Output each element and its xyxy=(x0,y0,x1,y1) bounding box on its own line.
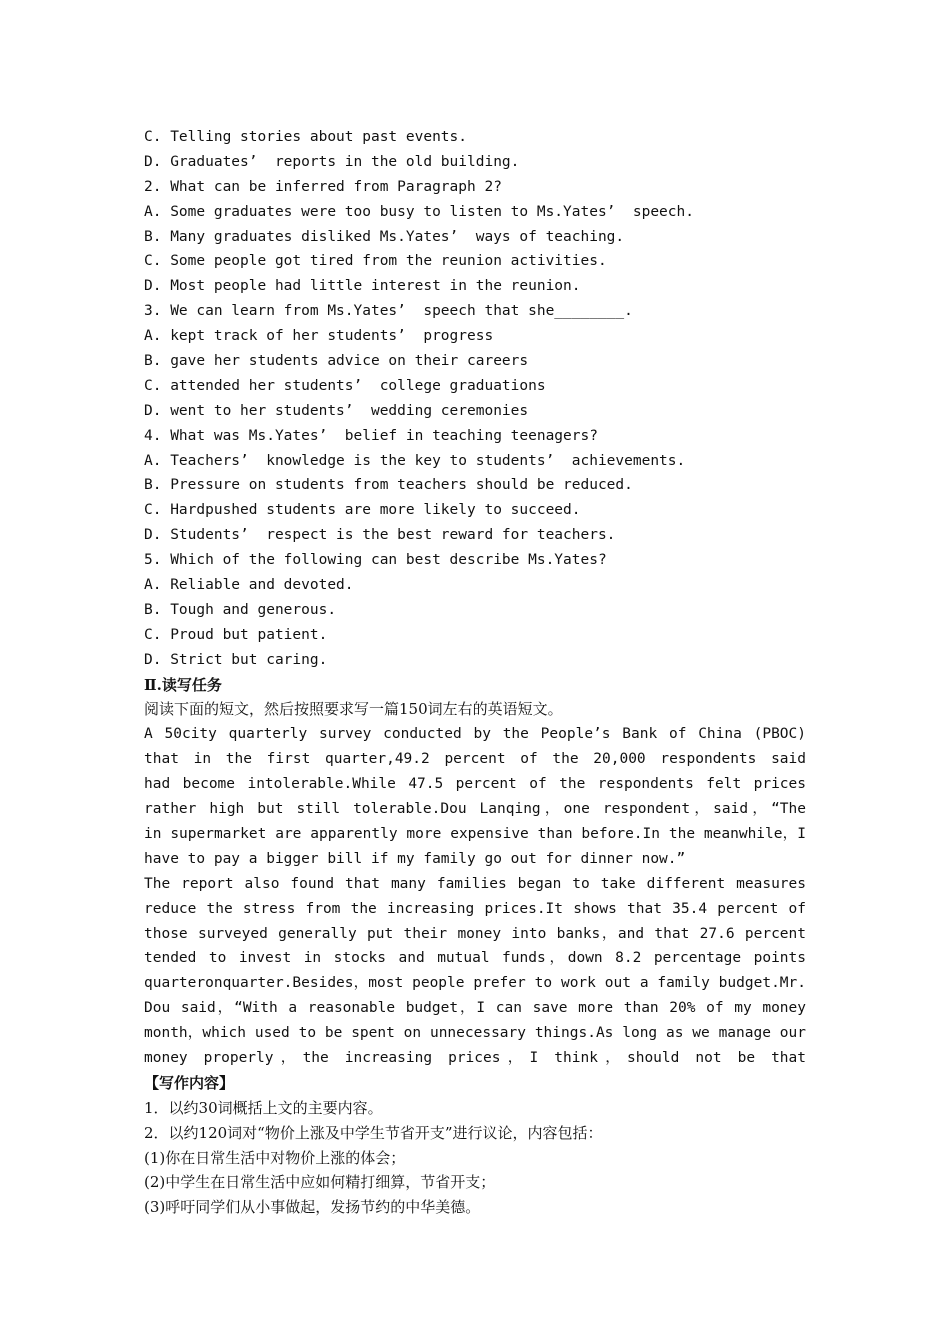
question-line: D. Graduates’ reports in the old building. xyxy=(144,153,520,170)
passage-line: tended to invest in stocks and mutual funds，down 8.2 percentage points xyxy=(144,950,806,967)
question-line: B. Tough and generous. xyxy=(144,601,337,618)
question-line: C. Proud but patient. xyxy=(144,626,328,643)
writing-item: 2．以约120词对“物价上涨及中学生节省开支”进行议论，内容包括： xyxy=(144,1123,603,1142)
passage-line: The report also found that many families began to take different measures xyxy=(144,875,806,892)
writing-title: 【写作内容】 xyxy=(144,1073,235,1092)
passage-line: in supermarket are apparently more expensive than before.In the meanwhile，I xyxy=(144,825,806,842)
instruction-text: 阅读下面的短文，然后按照要求写一篇150词左右的英语短文。 xyxy=(144,700,563,719)
question-line: C. attended her students’ college graduations xyxy=(144,377,546,394)
question-line: A. Teachers’ knowledge is the key to students’ achievements. xyxy=(144,452,686,469)
writing-requirements xyxy=(144,1096,806,1220)
question-line: 3. We can learn from Ms.Yates’ speech that she________. xyxy=(144,303,633,320)
question-line: D. went to her students’ wedding ceremonies xyxy=(144,402,529,419)
question-line: B. gave her students advice on their careers xyxy=(144,353,529,370)
question-line: C. Hardpushed students are more likely to succeed. xyxy=(144,502,581,519)
passage-line: Dou said，“With a reasonable budget，I can save more than 20% of my money xyxy=(144,1000,806,1017)
passage-line: quarteronquarter.Besides，most people prefer to work out a family budget.Mr. xyxy=(144,975,806,992)
document-content xyxy=(144,125,806,1220)
question-line: A. Some graduates were too busy to listen to Ms.Yates’ speech. xyxy=(144,203,694,220)
section-title: Ⅱ.读写任务 xyxy=(144,675,222,694)
question-line: 2. What can be inferred from Paragraph 2? xyxy=(144,178,502,195)
question-line: A. kept track of her students’ progress xyxy=(144,328,494,345)
question-line: C. Some people got tired from the reunion activities. xyxy=(144,253,607,270)
passage-line: reduce the stress from the increasing prices.It shows that 35.4 percent of xyxy=(144,900,806,917)
writing-item: (1)你在日常生活中对物价上涨的体会； xyxy=(144,1148,406,1167)
question-line: D. Strict but caring. xyxy=(144,651,328,668)
writing-item: (3)呼吁同学们从小事做起，发扬节约的中华美德。 xyxy=(144,1198,481,1217)
passage-line: rather high but still tolerable.Dou Lanqing，one respondent，said，“The xyxy=(144,801,806,818)
passage-line: have to pay a bigger bill if my family go out for dinner now.” xyxy=(144,850,686,867)
question-line: 4. What was Ms.Yates’ belief in teaching teenagers? xyxy=(144,427,598,444)
passage-paragraph-1 xyxy=(144,722,806,871)
question-line: A. Reliable and devoted. xyxy=(144,577,354,594)
question-list xyxy=(144,125,806,673)
question-line: B. Pressure on students from teachers should be reduced. xyxy=(144,477,633,494)
question-line: D. Students’ respect is the best reward for teachers. xyxy=(144,527,616,544)
passage-paragraph-2 xyxy=(144,872,806,1071)
question-line: C. Telling stories about past events. xyxy=(144,129,468,145)
passage-line: A 50city quarterly survey conducted by the People’s Bank of China (PBOC) xyxy=(144,726,806,743)
writing-item: 1．以约30词概括上文的主要内容。 xyxy=(144,1098,383,1117)
passage-line: had become intolerable.While 47.5 percent of the respondents felt prices xyxy=(144,776,806,793)
question-line: 5. Which of the following can best describe Ms.Yates? xyxy=(144,552,607,569)
passage-line: those surveyed generally put their money into banks，and that 27.6 percent xyxy=(144,925,806,942)
passage-line: month，which used to be spent on unnecessary things.As long as we manage our xyxy=(144,1025,806,1042)
question-line: B. Many graduates disliked Ms.Yates’ ways of teaching. xyxy=(144,228,625,245)
writing-item: (2)中学生在日常生活中应如何精打细算，节省开支； xyxy=(144,1173,496,1192)
question-line: D. Most people had little interest in the reunion. xyxy=(144,278,581,295)
passage-line: that in the first quarter,49.2 percent of the 20,000 respondents said xyxy=(144,751,806,768)
passage-line: money properly，the increasing prices，I think，should not be that xyxy=(144,1049,806,1066)
